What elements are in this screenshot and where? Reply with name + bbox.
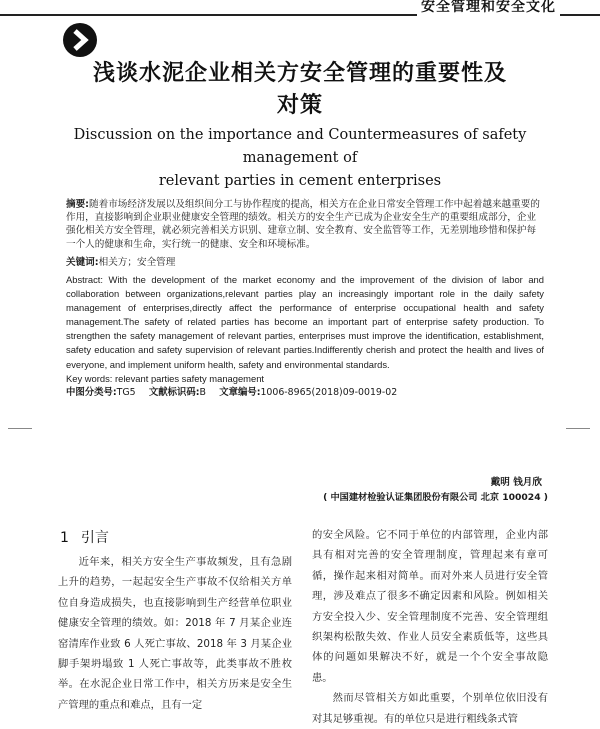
doc-code-label: 文献标识码: xyxy=(148,387,200,398)
arrow-badge-icon xyxy=(62,22,98,58)
classification-line xyxy=(66,386,544,399)
keywords-cn-label: 关键词: xyxy=(66,257,99,268)
keywords-cn xyxy=(66,256,544,269)
abstract-en-text: With the development of the market economy and the improvement of the division of labor and collaboration between organizations,relevant parties play an increasingly important role in the daily safety management of enterprises,directly affect the performance of enterprise occupational health and safety management.The safety of related parties has become an important part of enterprise safety production. To strengthen the safety management of relevant parties, enterprises must improve the identification, establishment, safety education and safety supervision of relevant parties.Indifferently cherish and protect the health and lives of everyone, and implement uniform health, safety and environmental standards. xyxy=(66,274,544,370)
clc-value: TG5 xyxy=(116,387,136,398)
authors: 戴明 钱月欣 xyxy=(490,477,542,488)
margin-mark-left xyxy=(8,428,32,429)
abstract-cn-label: 摘要: xyxy=(66,199,90,210)
abstract-cn-text: 随着市场经济发展以及组织间分工与协作程度的提高，相关方在企业日常安全管理工作中起着越来越重要的作用，直接影响到企业职业健康安全管理的绩效。相关方的安全生产已成为企业安全生产的重要组成部分，企业强化相关方安全管理，就必须完善相关方识别、建章立制、安全教育、安全监管等工作，无差别地珍惜和保护每一个人的健康和生命，实行统一的健康、安全和环境标准。 xyxy=(66,199,540,250)
section-number: 1 xyxy=(60,530,69,546)
abstract-cn xyxy=(66,198,544,251)
journal-section-title: 安全管理和安全文化 xyxy=(417,0,560,16)
affiliation: ( 中国建材检验认证集团股份有限公司 北京 100024 ) xyxy=(323,492,548,503)
margin-mark-right xyxy=(566,428,590,429)
section-heading xyxy=(60,527,109,547)
body-paragraph: 然而尽管相关方如此重要，个别单位依旧没有对其足够重视。有的单位只是进行粗线条式管 xyxy=(312,692,548,725)
body-paragraph: 近年来，相关方安全生产事故频发，且有急剧上升的趋势，一起起安全生产事故不仅给相关方单位自身造成损失，也直接影响到生产经营单位职业健康安全管理的绩效。如：2018 年 7 月某企业连窑清库作业致 6 人死亡事故、2018 年 3 月某企业脚手架坍塌致 1 人死亡事故等，此类事故不胜枚举。在水泥企业日常工作中，相关方历来是安全生产管理的重点和难点，且有一定 xyxy=(58,556,292,711)
title-cn-line1: 浅谈水泥企业相关方安全管理的重要性及 xyxy=(92,61,507,86)
title-cn-line2: 对策 xyxy=(276,93,323,118)
title-en-line2: relevant parties in cement enterprises xyxy=(158,173,442,189)
body-column-right xyxy=(312,525,548,729)
clc-label: 中图分类号: xyxy=(66,387,117,398)
title-en-line1: Discussion on the importance and Countermeasures of safety management of xyxy=(73,127,527,166)
article-number-value: 1006-8965(2018)09-0019-02 xyxy=(260,387,398,398)
keywords-cn-text: 相关方；安全管理 xyxy=(98,257,176,268)
doc-code-value: B xyxy=(199,387,206,398)
article-title-cn xyxy=(40,58,560,122)
body-column-left xyxy=(58,552,292,715)
journal-header-rule xyxy=(0,0,600,16)
article-number-label: 文章编号: xyxy=(219,387,261,398)
keywords-en-text: relevant parties safety management xyxy=(114,373,265,384)
keywords-en xyxy=(66,372,544,385)
section-title: 引言 xyxy=(80,530,109,546)
abstract-en xyxy=(66,273,544,372)
article-title-en xyxy=(40,124,560,193)
body-paragraph: 的安全风险。它不同于单位的内部管理，企业内部具有相对完善的安全管理制度，管理起来有章可循，操作起来相对简单。而对外来人员进行安全管理，涉及难点了很多不确定因素和风险。例如相关方安全投入少、安全管理制度不完善、安全管理组织架构松散失效、作业人员安全素质低等，这些具体的问题如果解决不好，就是一个个安全事故隐患。 xyxy=(312,529,548,684)
keywords-en-label: Key words: xyxy=(66,373,113,384)
abstract-en-label: Abstract: xyxy=(66,274,103,285)
